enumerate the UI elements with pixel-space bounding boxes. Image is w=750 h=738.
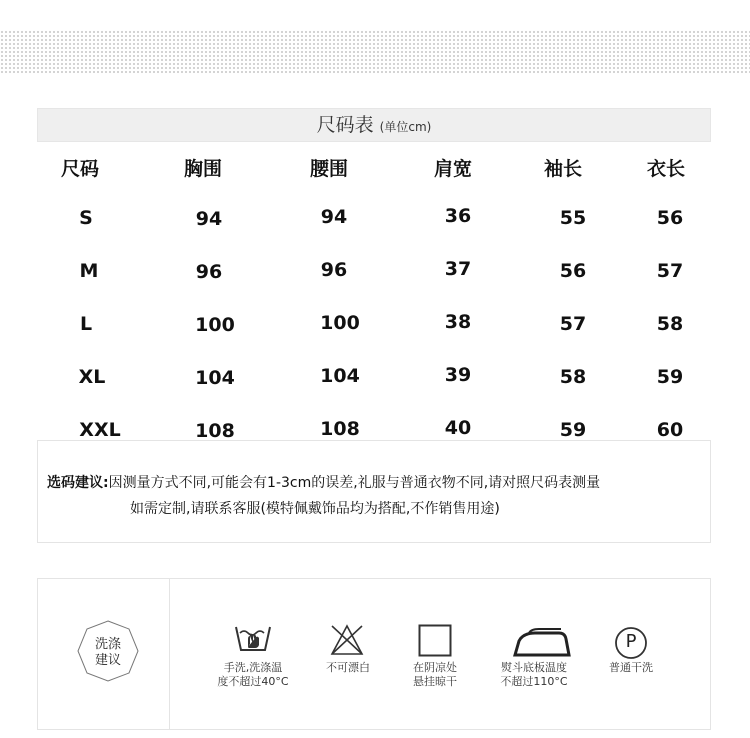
iron-icon [511, 627, 571, 657]
table-cell: 55 [559, 207, 587, 229]
table-cell: 108 [195, 420, 235, 442]
header-length: 衣长 [646, 158, 686, 180]
size-advice-label: 选码建议: [47, 475, 109, 491]
table-cell: 96 [195, 261, 223, 283]
dotted-banner [0, 30, 750, 75]
header-size: 尺码 [60, 158, 100, 180]
table-cell: XXL [79, 419, 121, 441]
header-waist: 腰围 [309, 158, 349, 180]
washing-badge-label: 洗涤 建议 [94, 637, 121, 668]
shade-dry-icon [418, 624, 452, 657]
table-cell: 94 [195, 208, 223, 230]
table-cell: 59 [559, 419, 587, 441]
size-table-title-bar [37, 108, 711, 142]
table-cell: 40 [444, 417, 472, 439]
table-cell: 39 [444, 364, 472, 386]
table-cell: 56 [559, 260, 587, 282]
washing-advice-box [37, 578, 711, 730]
size-advice-text-1: 因测量方式不同,可能会有1-3cm的误差,礼服与普通衣物不同,请对照尺码表测量 [108, 475, 601, 491]
size-advice-line-2: 如需定制,请联系客服(模特佩戴饰品均为搭配,不作销售用途) [130, 501, 500, 517]
size-advice-box [37, 440, 711, 543]
hand-wash-icon [234, 623, 272, 653]
hand-wash-label: 手洗,洗涤温 度不超过40°C [217, 661, 289, 688]
table-cell: 58 [559, 366, 587, 388]
table-cell: 60 [656, 419, 684, 441]
table-cell: 38 [444, 311, 472, 333]
table-cell: 56 [656, 207, 684, 229]
size-advice-line-1 [47, 472, 600, 492]
table-cell: M [79, 260, 99, 282]
header-chest: 胸围 [183, 158, 223, 180]
table-cell: 58 [656, 313, 684, 335]
table-cell: 94 [320, 206, 348, 228]
table-cell: 100 [320, 312, 360, 334]
iron-label: 熨斗底板温度 不超过110°C [500, 661, 568, 688]
table-cell: 37 [444, 258, 472, 280]
table-cell: S [79, 207, 93, 229]
table-cell: 57 [656, 260, 684, 282]
no-bleach-icon [329, 623, 365, 657]
no-bleach-label: 不可漂白 [326, 661, 370, 674]
care-divider [169, 579, 170, 729]
table-cell: L [79, 313, 93, 335]
size-table-unit: (单位cm) [379, 120, 432, 134]
table-cell: 96 [320, 259, 348, 281]
table-cell: 104 [195, 367, 235, 389]
shade-dry-label: 在阴凉处 悬挂晾干 [413, 661, 457, 688]
table-cell: 36 [444, 205, 472, 227]
table-cell: 59 [656, 366, 684, 388]
table-cell: 100 [195, 314, 235, 336]
table-cell: 108 [320, 418, 360, 440]
dry-clean-letter: P [625, 631, 637, 652]
header-sleeve: 袖长 [543, 158, 583, 180]
table-cell: 57 [559, 313, 587, 335]
header-shoulder: 肩宽 [433, 158, 473, 180]
table-cell: 104 [320, 365, 360, 387]
size-table-title: 尺码表 [316, 114, 374, 136]
table-cell: XL [78, 366, 106, 388]
dry-clean-label: 普通干洗 [609, 661, 653, 674]
